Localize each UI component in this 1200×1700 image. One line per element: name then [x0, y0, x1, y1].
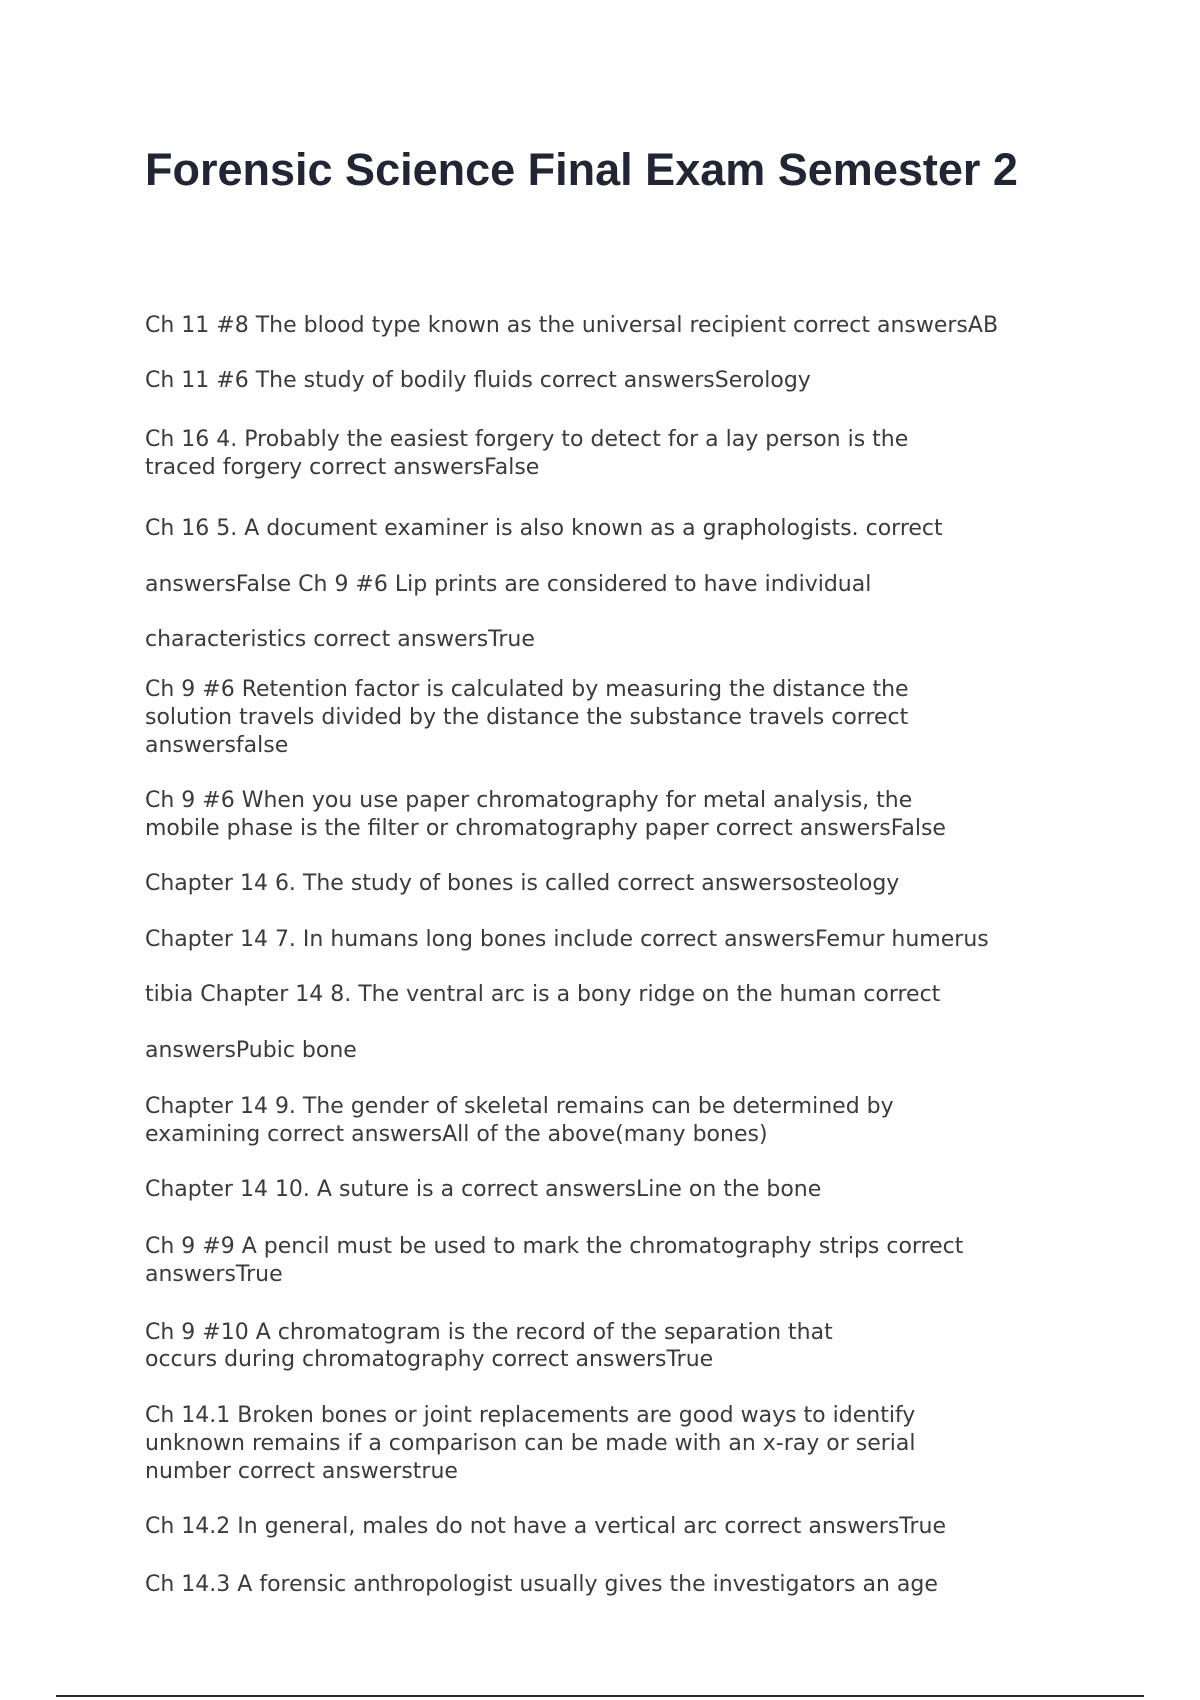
text-line: Ch 14.3 A forensic anthropologist usually gives the investigators an age [145, 1572, 938, 1597]
text-line: Ch 14.2 In general, males do not have a vertical arc correct answersTrue [145, 1514, 947, 1539]
page-title: Forensic Science Final Exam Semester 2 [145, 144, 1018, 195]
text-line: traced forgery correct answersFalse [145, 455, 540, 480]
text-line: Ch 9 #10 A chromatogram is the record of the separation that [145, 1320, 833, 1345]
text-line: occurs during chromatography correct answersTrue [145, 1347, 714, 1372]
text-line: mobile phase is the filter or chromatography paper correct answersFalse [145, 816, 946, 841]
text-line: Ch 9 #6 When you use paper chromatography for metal analysis, the [145, 788, 913, 813]
text-line: Ch 16 5. A document examiner is also known as a graphologists. correct [145, 516, 943, 541]
text-line: answersFalse Ch 9 #6 Lip prints are considered to have individual [145, 572, 872, 597]
text-line: unknown remains if a comparison can be made with an x-ray or serial [145, 1431, 916, 1456]
text-line: answersfalse [145, 733, 289, 758]
text-line: Ch 11 #6 The study of bodily fluids correct answersSerology [145, 368, 811, 393]
text-line: Chapter 14 9. The gender of skeletal remains can be determined by [145, 1094, 894, 1119]
text-line: Ch 9 #9 A pencil must be used to mark the chromatography strips correct [145, 1234, 964, 1259]
text-line: tibia Chapter 14 8. The ventral arc is a bony ridge on the human correct [145, 982, 941, 1007]
page-divider [56, 1695, 1144, 1697]
text-line: Ch 14.1 Broken bones or joint replacements are good ways to identify [145, 1403, 916, 1428]
text-line: Chapter 14 6. The study of bones is called correct answersosteology [145, 871, 900, 896]
text-line: answersPubic bone [145, 1038, 357, 1063]
text-line: examining correct answersAll of the above(many bones) [145, 1122, 768, 1147]
text-line: Ch 11 #8 The blood type known as the universal recipient correct answersAB [145, 313, 999, 338]
text-line: characteristics correct answersTrue [145, 627, 535, 652]
text-line: answersTrue [145, 1262, 283, 1287]
text-line: solution travels divided by the distance the substance travels correct [145, 705, 909, 730]
text-line: number correct answerstrue [145, 1459, 458, 1484]
text-line: Chapter 14 7. In humans long bones include correct answersFemur humerus [145, 927, 989, 952]
text-line: Chapter 14 10. A suture is a correct answersLine on the bone [145, 1177, 822, 1202]
text-line: Ch 16 4. Probably the easiest forgery to detect for a lay person is the [145, 427, 909, 452]
text-line: Ch 9 #6 Retention factor is calculated by measuring the distance the [145, 677, 909, 702]
